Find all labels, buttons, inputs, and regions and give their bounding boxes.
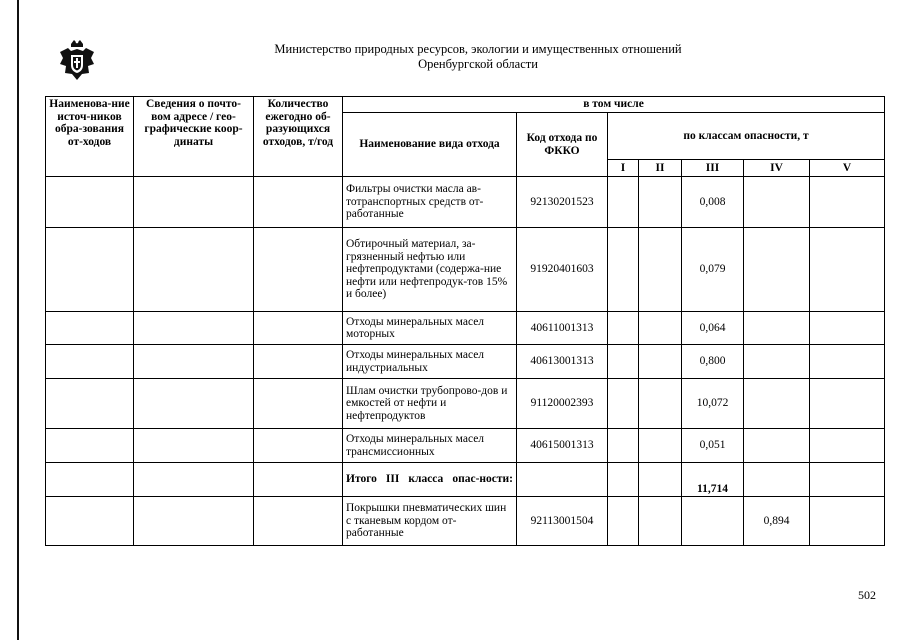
class-1-cell xyxy=(608,429,639,463)
source-name-cell xyxy=(46,312,134,345)
waste-table xyxy=(45,96,885,546)
class-5-cell xyxy=(810,497,885,546)
class-5-cell xyxy=(810,228,885,312)
address-cell xyxy=(134,312,254,345)
region-name: Оренбургской области xyxy=(418,57,538,71)
class-4-cell xyxy=(744,345,810,379)
class-5-cell xyxy=(810,345,885,379)
quantity-cell xyxy=(254,345,343,379)
class-5-cell xyxy=(810,463,885,497)
waste-type-cell: Отходы минеральных масел моторных xyxy=(343,312,517,345)
fkko-code-cell: 40615001313 xyxy=(517,429,608,463)
class-2-cell xyxy=(639,228,682,312)
hazard-class-5: V xyxy=(810,160,885,177)
total-row xyxy=(46,463,885,497)
waste-type-cell: Фильтры очистки масла ав-тотранспортных средств от-работанные xyxy=(343,177,517,228)
fkko-code-cell xyxy=(517,463,608,497)
address-cell xyxy=(134,228,254,312)
address-cell xyxy=(134,463,254,497)
fkko-code-cell: 92130201523 xyxy=(517,177,608,228)
class-1-cell xyxy=(608,177,639,228)
class-5-cell xyxy=(810,312,885,345)
fkko-code-cell: 91120002393 xyxy=(517,379,608,429)
source-name-cell xyxy=(46,497,134,546)
class-1-cell xyxy=(608,228,639,312)
quantity-cell xyxy=(254,497,343,546)
table-row xyxy=(46,429,885,463)
quantity-cell xyxy=(254,463,343,497)
class-5-cell xyxy=(810,177,885,228)
class-5-cell xyxy=(810,429,885,463)
class-3-cell: 10,072 xyxy=(682,379,744,429)
address-cell xyxy=(134,177,254,228)
address-cell xyxy=(134,379,254,429)
fkko-code-cell: 40611001313 xyxy=(517,312,608,345)
source-name-cell xyxy=(46,463,134,497)
class-2-cell xyxy=(639,379,682,429)
address-cell xyxy=(134,345,254,379)
waste-type-cell: Шлам очистки трубопрово-дов и емкостей от нефти и нефтепродуктов xyxy=(343,379,517,429)
table-row xyxy=(46,312,885,345)
class-4-cell xyxy=(744,312,810,345)
hazard-class-3: III xyxy=(682,160,744,177)
fkko-code-cell: 40613001313 xyxy=(517,345,608,379)
address-cell xyxy=(134,497,254,546)
quantity-cell xyxy=(254,177,343,228)
class-4-cell xyxy=(744,463,810,497)
class-4-cell xyxy=(744,379,810,429)
fkko-code-cell: 92113001504 xyxy=(517,497,608,546)
class-1-cell xyxy=(608,345,639,379)
source-name-cell xyxy=(46,177,134,228)
source-name-cell xyxy=(46,429,134,463)
quantity-cell xyxy=(254,312,343,345)
ministry-header xyxy=(180,42,776,72)
class-4-cell: 0,894 xyxy=(744,497,810,546)
class-1-cell xyxy=(608,463,639,497)
waste-type-cell: Отходы минеральных масел трансмиссионных xyxy=(343,429,517,463)
class-1-cell xyxy=(608,497,639,546)
header-hazard-classes: по классам опасности, т xyxy=(608,113,885,160)
table-row xyxy=(46,379,885,429)
class-3-cell: 0,079 xyxy=(682,228,744,312)
source-name-cell xyxy=(46,379,134,429)
class-2-cell xyxy=(639,177,682,228)
quantity-cell xyxy=(254,429,343,463)
page-edge-rule xyxy=(17,0,19,640)
header-including: в том числе xyxy=(343,97,885,113)
table-row xyxy=(46,497,885,546)
source-name-cell xyxy=(46,228,134,312)
address-cell xyxy=(134,429,254,463)
hazard-class-1: I xyxy=(608,160,639,177)
header-fkko-code: Код отхода по ФККО xyxy=(517,113,608,177)
hazard-class-2: II xyxy=(639,160,682,177)
coat-of-arms-icon xyxy=(58,38,96,82)
quantity-cell xyxy=(254,379,343,429)
waste-type-cell: Отходы минеральных масел индустриальных xyxy=(343,345,517,379)
table-row xyxy=(46,177,885,228)
class-3-cell xyxy=(682,497,744,546)
class-2-cell xyxy=(639,429,682,463)
fkko-code-cell: 91920401603 xyxy=(517,228,608,312)
class-2-cell xyxy=(639,345,682,379)
header-waste-type: Наименование вида отхода xyxy=(343,113,517,177)
class-3-cell: 0,064 xyxy=(682,312,744,345)
header-source-name: Наименова-ние источ-ников обра-зования от-ходов xyxy=(46,97,134,177)
class-2-cell xyxy=(639,312,682,345)
class-5-cell xyxy=(810,379,885,429)
class-1-cell xyxy=(608,379,639,429)
waste-type-cell: Обтирочный материал, за-грязненный нефтью или нефтепродуктами (содержа-ние нефти или нефтепродук-тов 15% и более) xyxy=(343,228,517,312)
source-name-cell xyxy=(46,345,134,379)
page-number: 502 xyxy=(858,588,876,602)
class-3-cell: 0,800 xyxy=(682,345,744,379)
hazard-class-4: IV xyxy=(744,160,810,177)
waste-type-cell: Покрышки пневматических шин с тканевым кордом от-работанные xyxy=(343,497,517,546)
total-class-3-cell: 11,714 xyxy=(682,463,744,497)
class-4-cell xyxy=(744,177,810,228)
class-4-cell xyxy=(744,228,810,312)
class-4-cell xyxy=(744,429,810,463)
ministry-name: Министерство природных ресурсов, экологии и имущественных отношений xyxy=(274,42,682,56)
header-address: Сведения о почто-вом адресе / гео-графические коор-динаты xyxy=(134,97,254,177)
table-row xyxy=(46,345,885,379)
class-3-cell: 0,008 xyxy=(682,177,744,228)
class-2-cell xyxy=(639,463,682,497)
class-3-cell: 0,051 xyxy=(682,429,744,463)
header-quantity: Количество ежегодно об-разующихся отходов, т/год xyxy=(254,97,343,177)
class-1-cell xyxy=(608,312,639,345)
class-2-cell xyxy=(639,497,682,546)
table-row xyxy=(46,228,885,312)
total-label-cell: Итого III класса опас-ности: xyxy=(343,463,517,497)
quantity-cell xyxy=(254,228,343,312)
